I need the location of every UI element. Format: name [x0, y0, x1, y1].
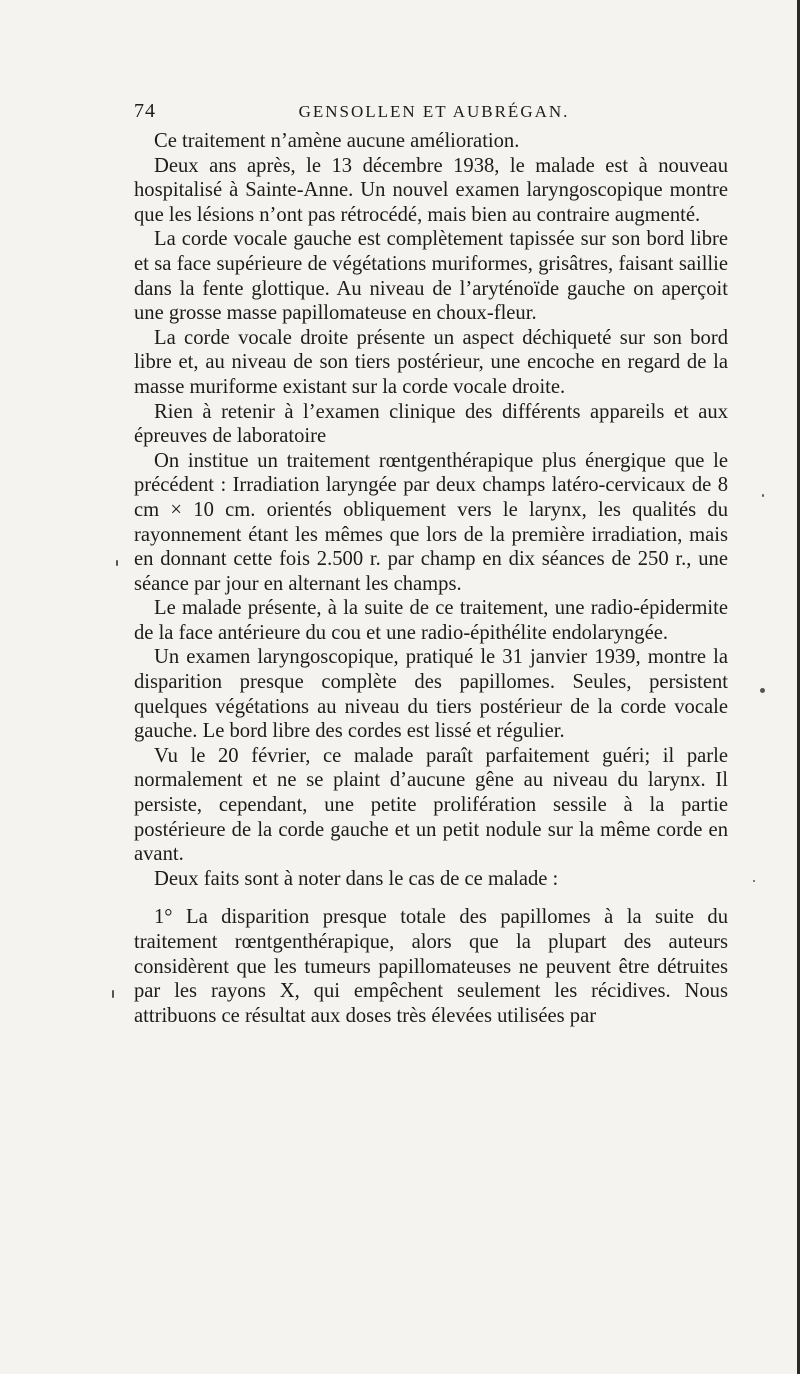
paragraph: Un examen laryngoscopique, pratiqué le 31 janvier 1939, montre la disparition presque complète des papillomes. Seules, persistent quelques végétations au niveau du tiers postérieur de la corde vocale gauche. Le bord libre des cordes est lissé et régulier. — [134, 646, 728, 743]
paragraph: On institue un traitement rœntgenthérapique plus énergique que le précédent : Irradiation laryngée par deux champs latéro-cervicaux de 8 cm × 10 cm. orientés obliquement vers le larynx, les qualités du rayonnement étant les mêmes que lors de la première irradiation, mais en donnant cette fois 2.500 r. par champ en dix séances de 250 r., une séance par jour en alternant les champs. — [134, 449, 728, 595]
scan-speck — [116, 560, 118, 566]
paragraph: Rien à retenir à l’examen clinique des différents appareils et aux épreuves de laboratoire — [134, 400, 728, 448]
paragraph: Ce traitement n’amène aucune amélioration. — [154, 130, 520, 152]
paragraph: La corde vocale droite présente un aspect déchiqueté sur son bord libre et, au niveau de son tiers postérieur, une encoche en regard de la masse muriforme existant sur la corde vocale droite. — [134, 326, 728, 398]
body-text — [134, 129, 728, 1028]
running-title: GENSOLLEN ET AUBRÉGAN. — [298, 102, 570, 121]
paragraph: Deux faits sont à noter dans le cas de ce malade : — [154, 867, 559, 890]
paragraph: 1° La disparition presque totale des papillomes à la suite du traitement rœntgenthérapique, alors que la plupart des auteurs considèrent que les tumeurs papillomateuses ne peuvent être détruites par les rayons X, qui empêchent seulement les récidives. Nous attribuons ce résultat aux doses très élevées utilisées par — [134, 906, 728, 1027]
paragraph: La corde vocale gauche est complètement tapissée sur son bord libre et sa face supérieure de végétations muriformes, grisâtres, faisant saillie dans la fente glottique. Au niveau de l’aryténoïde gauche on aperçoit une grosse masse papillomateuse en choux-fleur. — [134, 228, 728, 325]
scan-speck — [762, 494, 764, 497]
paragraph: Le malade présente, à la suite de ce traitement, une radio-épidermite de la face antérieure du cou et une radio-épithélite endolaryngée. — [134, 597, 728, 644]
scan-speck — [760, 688, 765, 693]
paragraph: Deux ans après, le 13 décembre 1938, le malade est à nouveau hospitalisé à Sainte-Anne. Un nouvel examen laryngoscopique montre que les lésions n’ont pas rétrocédé, mais bien au contraire augmenté. — [134, 154, 728, 226]
paragraph: Vu le 20 février, ce malade paraît parfaitement guéri; il parle normalement et ne se plaint d’aucune gêne au niveau du larynx. Il persiste, cependant, une petite prolifération sessile à la partie postérieure de la corde gauche et un petit nodule sur la même corde en avant. — [134, 744, 728, 866]
page-number: 74 — [134, 100, 156, 122]
scan-speck — [112, 990, 114, 998]
scan-speck — [753, 880, 755, 882]
page-header — [134, 100, 728, 124]
